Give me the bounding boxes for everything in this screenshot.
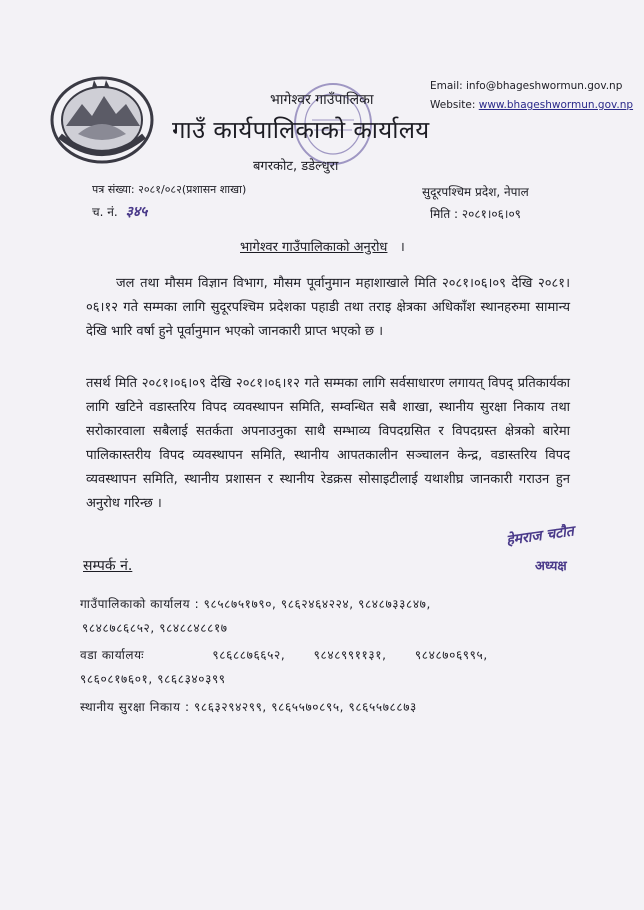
nepal-emblem-icon [48,74,156,166]
ward-contact-line [80,643,488,667]
office-contact-label: गाउँपालिकाको कार्यालय : [80,597,200,611]
ward-phone-numbers-continued: ९८६०८१७६०१, ९८६८३४०३९९ [80,672,226,686]
subject-heading: भागेश्वर गाउँपालिकाको अनुरोध । [240,240,405,255]
date-line: मिति : २०८१।०६।०९ [430,207,521,221]
email-line [430,80,622,92]
dispatch-label: च. नं. [92,205,118,219]
dispatch-number [92,202,147,221]
office-title: गाउँ कार्यपालिकाको कार्यालय [172,116,430,144]
website-label: Website: [430,99,476,111]
office-phone-numbers-continued: ९८४८७८६८५२, ९८४८८४८८१७ [82,621,228,635]
email-address[interactable]: info@bhageshwormun.gov.np [466,80,623,92]
website-link[interactable]: www.bhageshwormun.gov.np [478,99,634,111]
province-line: सुदूरपश्चिम प्रदेश, नेपाल [422,185,529,199]
security-contact-line [80,695,417,719]
ward-contact-label: वडा कार्यालयः [80,648,145,662]
security-phone-numbers: ९८६३२९४२९९, ९८६५५७०८९५, ९८६५५७८८७३ [194,700,417,714]
body-paragraph: जल तथा मौसम विज्ञान विभाग, मौसम पूर्वानुमान महाशाखाले मिति २०८१।०६।०९ देखि २०८१।०६।१२ गते सम्मका लागि सुदूरपश्चिम प्रदेशका पहाडी तथा तराइ क्षेत्रका अधिकाँश स्थानहरुमा सामान्य देखि भारि वर्षा हुने पूर्वानुमान भएको जानकारी प्राप्त भएको छ । [86,276,570,339]
dispatch-value: ३४५ [125,204,148,220]
ward-phone-number: ९८४८९९११३१, [313,648,387,662]
office-contact-line [80,592,431,616]
contacts-heading: सम्पर्क नं. [83,558,133,574]
subject-text: भागेश्वर गाउँपालिकाको अनुरोध [240,240,388,255]
org-name: भागेश्वर गाउँपालिका [270,92,374,108]
security-contact-label: स्थानीय सुरक्षा निकाय : [80,700,190,714]
district: बगरकोट, डडेल्धुरा [253,159,339,174]
reference-number: पत्र संख्या: २०८१/०८२(प्रशासन शाखा) [92,183,247,196]
email-label: Email: [430,80,463,92]
ward-phone-number: ९८४८७०६९९५, [414,648,488,662]
office-phone-numbers: ९८५८७५१७९०, ९८६२४६४२२४, ९८४८७३३८४७, [203,597,431,611]
website-line [430,99,633,111]
signature-name: हेमराज चटौत [505,523,575,549]
signature-title: अध्यक्ष [535,559,567,574]
ward-phone-number: ९८६८८७६६५२, [212,648,286,662]
body-paragraph: तसर्थ मिति २०८१।०६।०९ देखि २०८१।०६।१२ गते सम्मका लागि सर्वसाधारण लगायत् विपद् प्रतिकार्यका लागि खटिने वडास्तरिय विपद व्यवस्थापन समिति, सम्वन्धित सबै शाखा, स्थानीय सुरक्षा निकाय तथा सरोकारवाला सबैलाई सतर्कता अपनाउनुका साथै सम्भाव्य विपदग्रसित र विपदग्रस्त क्षेत्रको बारेमा पालिकास्तरीय विपद व्यवस्थापन समिति, स्थानीय आपतकालीन सञ्चालन केन्द्र, वडास्तरिय विपद व्यवस्थापन समिति, स्थानीय प्रशासन र स्थानीय रेडक्रस सोसाइटीलाई यथाशीघ्र जानकारी गराउन हुन अनुरोध गरिन्छ । [86,376,570,511]
